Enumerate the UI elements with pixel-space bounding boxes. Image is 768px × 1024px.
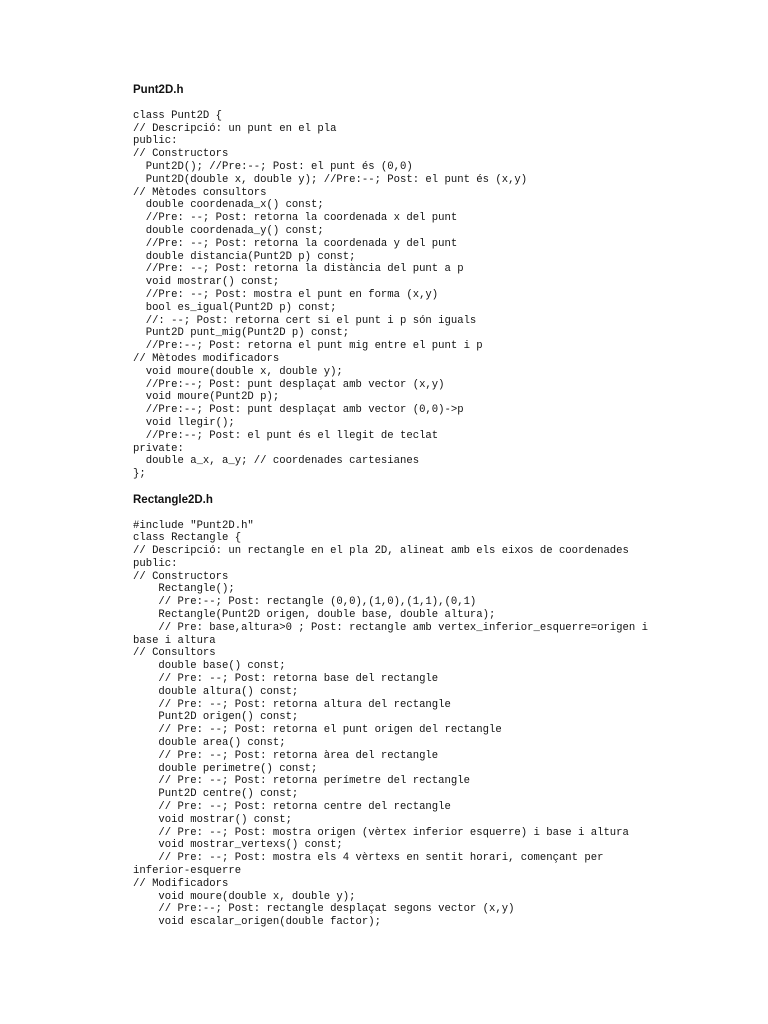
code-line: //Pre: --; Post: mostra el punt en forma (x,y) — [133, 288, 439, 301]
code-line: //: --; Post: retorna cert si el punt i p són iguals — [133, 314, 477, 327]
code-line: // Mètodes modificadors — [133, 352, 280, 365]
blank-line — [133, 481, 758, 494]
code-line: Punt2D(); //Pre:--; Post: el punt és (0,0) — [133, 160, 413, 173]
code-line: // Pre: --; Post: retorna el punt origen del rectangle — [133, 724, 502, 737]
code-line: // Mètodes consultors — [133, 186, 267, 199]
code-line: void mostrar() const; — [133, 813, 292, 826]
code-line: //Pre: --; Post: retorna la coordenada x del punt — [133, 212, 458, 225]
code-line: void moure(Punt2D p); — [133, 391, 280, 404]
code-line: void moure(double x, double y); — [133, 365, 343, 378]
code-line: void llegir(); — [133, 416, 235, 429]
code-line: //Pre: --; Post: retorna la distància del punt a p — [133, 263, 464, 276]
code-line: // Pre: --; Post: retorna altura del rectangle — [133, 698, 451, 711]
code-line: // Pre: --; Post: retorna perímetre del rectangle — [133, 775, 470, 788]
code-block-punt2d — [133, 110, 758, 481]
code-line: public: — [133, 557, 178, 570]
code-line: private: — [133, 442, 184, 455]
code-line: double coordenada_y() const; — [133, 224, 324, 237]
code-line: double area() const; — [133, 737, 286, 750]
code-line: void moure(double x, double y); — [133, 890, 356, 903]
code-line: Punt2D origen() const; — [133, 711, 299, 724]
code-line: Rectangle(); — [133, 583, 235, 596]
code-line: public: — [133, 135, 178, 148]
document-page — [133, 84, 758, 929]
code-line: bool es_igual(Punt2D p) const; — [133, 301, 337, 314]
code-block-rectangle2d — [133, 520, 758, 930]
code-line: //Pre: --; Post: retorna la coordenada y del punt — [133, 237, 458, 250]
code-line: base i altura — [133, 634, 216, 647]
code-line: Rectangle(Punt2D origen, double base, double altura); — [133, 609, 496, 622]
code-line: #include "Punt2D.h" — [133, 519, 254, 532]
section-heading-rectangle2d: Rectangle2D.h — [133, 493, 213, 506]
code-line: // Constructors — [133, 148, 229, 161]
code-line: // Consultors — [133, 647, 216, 660]
code-line: Punt2D(double x, double y); //Pre:--; Post: el punt és (x,y) — [133, 173, 528, 186]
code-line: // Descripció: un punt en el pla — [133, 122, 337, 135]
code-line: void mostrar() const; — [133, 276, 280, 289]
code-line: double a_x, a_y; // coordenades cartesianes — [133, 455, 420, 468]
code-line: //Pre:--; Post: el punt és el llegit de teclat — [133, 429, 439, 442]
code-line: double perimetre() const; — [133, 762, 318, 775]
code-line: double altura() const; — [133, 685, 299, 698]
code-line: Punt2D centre() const; — [133, 788, 299, 801]
code-line: double distancia(Punt2D p) const; — [133, 250, 356, 263]
code-line: inferior-esquerre — [133, 865, 242, 878]
code-line: void escalar_origen(double factor); — [133, 916, 381, 929]
code-line: }; — [133, 468, 146, 481]
code-line: //Pre:--; Post: punt desplaçat amb vector (x,y) — [133, 378, 445, 391]
section-heading-punt2d: Punt2D.h — [133, 84, 184, 96]
code-line: double coordenada_x() const; — [133, 199, 324, 212]
code-line: // Pre: --; Post: retorna centre del rectangle — [133, 801, 451, 814]
code-line: // Pre:--; Post: rectangle desplaçat segons vector (x,y) — [133, 903, 515, 916]
code-line: // Pre: --; Post: mostra origen (vèrtex inferior esquerre) i base i altura — [133, 826, 629, 839]
code-line: // Pre: --; Post: mostra els 4 vèrtexs en sentit horari, començant per — [133, 852, 604, 865]
code-line: // Pre: base,altura>0 ; Post: rectangle amb vertex_inferior_esquerre=origen i — [133, 621, 648, 634]
blank-line — [133, 507, 758, 520]
code-line: class Punt2D { — [133, 109, 223, 122]
code-line: //Pre:--; Post: retorna el punt mig entre el punt i p — [133, 340, 483, 353]
code-line: class Rectangle { — [133, 532, 242, 545]
code-line: // Pre:--; Post: rectangle (0,0),(1,0),(1,1),(0,1) — [133, 596, 477, 609]
code-line: void mostrar_vertexs() const; — [133, 839, 343, 852]
code-line: Punt2D punt_mig(Punt2D p) const; — [133, 327, 350, 340]
code-line: // Pre: --; Post: retorna àrea del rectangle — [133, 749, 439, 762]
code-line: // Constructors — [133, 570, 229, 583]
code-line: //Pre:--; Post: punt desplaçat amb vector (0,0)->p — [133, 404, 464, 417]
code-line: // Pre: --; Post: retorna base del rectangle — [133, 673, 439, 686]
code-line: double base() const; — [133, 660, 286, 673]
code-line: // Modificadors — [133, 877, 229, 890]
code-line: // Descripció: un rectangle en el pla 2D, alineat amb els eixos de coordenades — [133, 545, 629, 558]
blank-line — [133, 97, 758, 110]
